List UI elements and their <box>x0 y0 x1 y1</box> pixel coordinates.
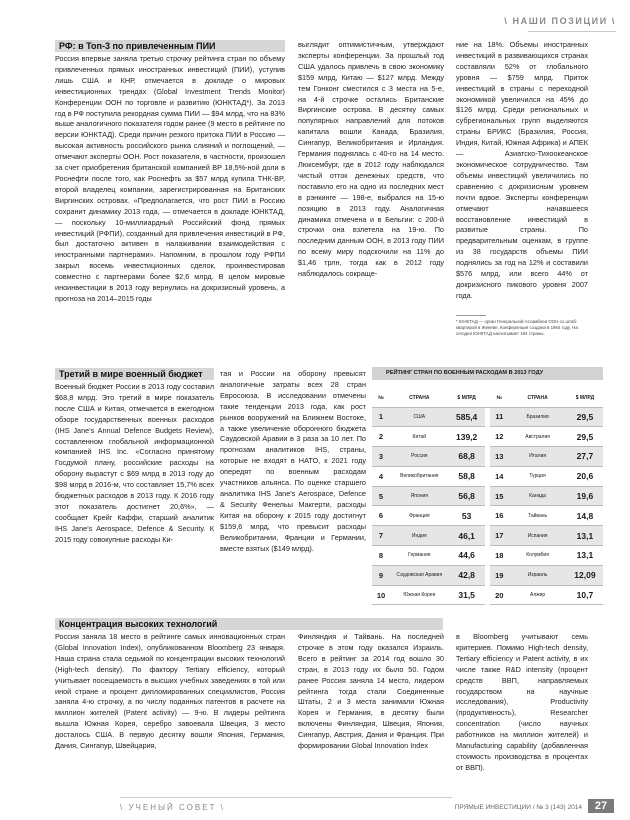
row-value-left: 585,4 <box>449 407 485 427</box>
row-country-right: Израиль <box>508 565 567 585</box>
row-country-right: Алжир <box>508 585 567 605</box>
row-rank-left: 9 <box>372 565 390 585</box>
row-value-right: 20,6 <box>567 466 603 486</box>
row-rank-left: 6 <box>372 506 390 526</box>
row-country-right: Италия <box>508 447 567 467</box>
row-country-left: США <box>390 407 449 427</box>
table-header-row <box>372 389 603 407</box>
table-row <box>372 565 603 585</box>
row-rank-left: 5 <box>372 486 390 506</box>
row-value-right: 29,5 <box>567 427 603 447</box>
row-country-left: Саудовская Аравия <box>390 565 449 585</box>
row-rank-right: 15 <box>490 486 508 506</box>
row-rank-right: 14 <box>490 466 508 486</box>
row-country-left: Германия <box>390 546 449 566</box>
row-country-right: Испания <box>508 526 567 546</box>
row-rank-right: 20 <box>490 585 508 605</box>
row-country-right: Колумбия <box>508 546 567 566</box>
row-value-right: 19,6 <box>567 486 603 506</box>
row-rank-right: 12 <box>490 427 508 447</box>
row-rank-right: 11 <box>490 407 508 427</box>
row-rank-left: 3 <box>372 447 390 467</box>
row-country-left: Япония <box>390 486 449 506</box>
row-rank-left: 7 <box>372 526 390 546</box>
section3-col3 <box>456 632 588 774</box>
section2-title: Третий в мире военный бюджет <box>55 368 214 380</box>
table-row <box>372 447 603 467</box>
footnote-rule <box>456 315 486 316</box>
header-rule <box>528 31 616 32</box>
row-value-right: 13,1 <box>567 546 603 566</box>
table-row <box>372 427 603 447</box>
header-country-right: СТРАНА <box>508 389 567 407</box>
row-value-left: 58,8 <box>449 466 485 486</box>
row-value-right: 14,8 <box>567 506 603 526</box>
header-value-left: $ МЛРД <box>449 389 485 407</box>
row-country-left: Франция <box>390 506 449 526</box>
header-num-left: № <box>372 389 390 407</box>
section1-col2 <box>298 40 444 280</box>
section2-col2 <box>220 369 366 554</box>
row-value-left: 44,6 <box>449 546 485 566</box>
row-country-right: Бразилия <box>508 407 567 427</box>
row-rank-right: 17 <box>490 526 508 546</box>
section1-col3 <box>456 40 588 302</box>
row-value-right: 13,1 <box>567 526 603 546</box>
row-rank-left: 10 <box>372 585 390 605</box>
row-country-right: Австралия <box>508 427 567 447</box>
section2-col2-text: тая и России на оборону превысят аналогичные затраты всех 28 стран Евросоюза. В исследовании отмечены такие тенденции 2013 года, как рост рынков вооружений на Ближнем Востоке, а также увеличение оборонного бюджета Саудовской Аравии в 3 раза за 10 лет. По прогнозам аналитиков IHS, страны, которые не входят в НАТО, к 2021 году опередят по военным расходам участников альянса. По оценке старшего аналитика IHS Jane's Aerospace, Defence & Security Фенельы Макгерти, расходы Китая на оборону к 2015 году достигнут $159,6 млрд, что превысит расходы Великобритании, Франции и Германии, вместе взятых ($149 млрд). <box>220 369 366 553</box>
page-number: 27 <box>588 799 614 813</box>
row-value-left: 56,8 <box>449 486 485 506</box>
table-row <box>372 466 603 486</box>
row-value-left: 68,8 <box>449 447 485 467</box>
row-value-left: 31,5 <box>449 585 485 605</box>
row-rank-right: 18 <box>490 546 508 566</box>
section3-title: Концентрация высоких технологий <box>55 618 443 630</box>
header-value-right: $ МЛРД <box>567 389 603 407</box>
row-value-left: 53 <box>449 506 485 526</box>
row-rank-left: 8 <box>372 546 390 566</box>
table-row <box>372 506 603 526</box>
section1-col1-text: Россия впервые заняла третью строчку рейтинга стран по объему привлеченных прямых иностранных инвестиций (ПИИ), уступив лишь США и КНР, отмечается в докладе о мировых инвестиционных трендах (Global Investment Trends Monitor) Конференции ООН по торговле и развитию (ЮНКТАД*). За 2013 год в РФ поступила рекордная сумма ПИИ — $94 млрд, что на 83% выше аналогичного показателя годом ранее (9 место в рейтинге по версии ЮНКТАД). Среди причин резкого притока ПИИ в Россию — высокая активность российского рынка слияний и поглощений, — отмечают эксперты ООН. Рост показателя, в частности, произошел за счет приобретения британской компанией BP 18,5%-ной доли в Роснефти после того, как Роснефть за $57 млрд купила ТНК-BP, второй владелец компании, зарегистрированная на Британских Виргинских островах. «Предполагается, что рост ПИИ в Россию сохранит динамику 2013 года, — отмечается в докладе ЮНКТАД, — поскольку 10-миллиардный Российский фонд прямых инвестиций (РФПИ), созданный для привлечения инвестиций в РФ, был достаточно активен в налаживании взаимодействия с иностранными партнерами». Напомним, в прошлом году РФПИ закрыл восемь инвестиционных сделок, проинвестировав совместно с партнерами более $2,6 млрд. В целом мировые иноинвестиции в 2013 году вернулись на докризисный уровень, а прогноза на 2014–2015 годы <box>55 54 285 303</box>
section-header: \ НАШИ ПОЗИЦИИ \ <box>504 16 616 26</box>
table-title: РЕЙТИНГ СТРАН ПО ВОЕННЫМ РАСХОДАМ В 2013 ГОДУ <box>372 367 603 380</box>
table-row <box>372 526 603 546</box>
row-country-right: Канада <box>508 486 567 506</box>
military-spending-table <box>372 389 603 605</box>
section3-col1 <box>55 632 285 752</box>
section1-col2-text: выглядит оптимистичным, утверждают эксперты конференции. За прошлый год США удалось привлечь в свою экономику $159 млрд, Китаю — $127 млрд. Между тем Гонконг сместился с 3 места на 5-е, на 4-й строчке остались Британские Виргинские острова. В десятку самых популярных направлений для потоков капитала вошли Канада, Бразилия, Сингапур, Великобритания и Ирландия. Германия поднялась с 40-го на 14 место. Люксембург, где в 2012 году наблюдался чистый отток денежных средств, что поставило его на одно из последних мест в рэнкинге — 198-е, выбрался на 15-ю позицию в 2013 году. Аналогичная динамика отмечена и в Бельгии: с 200-й строчки она взлетела на 19-ю. По последним данным ООН, в 2013 году ПИИ по всему миру подскочили на 11% до $1,46 трлн, тогда как в 2012 году наблюдалось сокраще- <box>298 40 444 279</box>
row-value-right: 27,7 <box>567 447 603 467</box>
row-country-left: Россия <box>390 447 449 467</box>
row-rank-left: 4 <box>372 466 390 486</box>
row-rank-right: 13 <box>490 447 508 467</box>
row-country-left: Индия <box>390 526 449 546</box>
section1-col3-text: ние на 18%. Объемы иностранных инвестиций в развивающихся странах составляли 52% от глобального уровня — $759 млрд. Приток инвестиций в страны с переходной экономикой увеличился на 45% до $126 млрд. Среди региональных и субрегиональных групп выделяются страны БРИКС (Бразилия, Россия, Индия, Китай, Южная Африка) и АПЕК — Азиатско-Тихоокеанское экономическое сотрудничество. Там объемы инвестиций увеличились по сравнению с докризисным уровнем почти вдвое. Эксперты конференции отмечают начавшееся восстановление инвестиций в развитые страны. По предварительным оценкам, в группе из 38 государств объемы ПИИ поднялись за год на 12% и составили $576 млрд, или всего 44% от докризисного пикового уровня 2007 года. <box>456 40 588 300</box>
row-rank-right: 19 <box>490 565 508 585</box>
section2-col1 <box>55 382 214 546</box>
row-value-right: 12,09 <box>567 565 603 585</box>
row-country-left: Китай <box>390 427 449 447</box>
footnote: * ЮНКТАД — орган Генеральной Ассамблеи ООН со штаб-квартирой в Женеве. Конференция создана в 1964 году. На сегодня ЮНКТАД насчитывает 194 страны. <box>456 319 578 336</box>
footer-section: \ УЧЕНЫЙ СОВЕТ \ <box>120 803 225 812</box>
row-value-right: 10,7 <box>567 585 603 605</box>
footer-magazine: ПРЯМЫЕ ИНВЕСТИЦИИ / № 3 (143) 2014 <box>454 804 582 811</box>
section1-title: РФ: в Топ-3 по привлеченным ПИИ <box>55 40 285 52</box>
table-row <box>372 486 603 506</box>
footer-rule <box>120 797 452 798</box>
row-country-right: Тайвань <box>508 506 567 526</box>
row-value-right: 29,5 <box>567 407 603 427</box>
header-country-left: СТРАНА <box>390 389 449 407</box>
row-rank-right: 16 <box>490 506 508 526</box>
table-row <box>372 546 603 566</box>
row-rank-left: 1 <box>372 407 390 427</box>
row-rank-left: 2 <box>372 427 390 447</box>
row-value-left: 42,8 <box>449 565 485 585</box>
section3-col2 <box>298 632 444 752</box>
row-country-left: Южная Корея <box>390 585 449 605</box>
section2-col1-text: Военный бюджет России в 2013 году составил $68,8 млрд. Это третий в мире показатель после США и Китая, отмечается в ежегодном обзоре государственных военных расходов (IHS Jane's Annual Defence Budgets Review), составленном глобальной информационной компанией IHS Inc. «Согласно принятому Госдумой плану, российские расходы на оборону вырастут с $69 млрд в 2013 году до $98 млрд в 2016-м, что составляет 15,7% всех бюджетных расходов в 2013 году. К 2016 году этот показатель достигнет 20,6%», — сообщает Крейг Каффи, старший аналитик IHS Jane's Aerospace, Defence & Security. К 2015 году совокупные расходы Ки- <box>55 382 214 544</box>
header-num-right: № <box>490 389 508 407</box>
section3-col3-text: в Bloomberg учитывают семь критериев. Помимо High-tech density, Tertiary efficiency и Patent activity, в их числе также R&D intensity (процент средств ВВП, направляемых государством на научные исследования), Productivity (продуктивность), Researcher concentration (число научных работников на миллион жителей) и Manufacturing capability (добавленная стоимость производства в процентах от ВВП). <box>456 632 588 772</box>
row-value-left: 139,2 <box>449 427 485 447</box>
section3-col1-text: Россия заняла 18 место в рейтинге самых инновационных стран (Global Innovation Index), опубликованном Bloomberg 23 января. Наша страна стала седьмой по концентрации высоких технологий (High-tech density). По фактору Tertiary efficiency, который учитывает посещаемость в высших учебных заведениях в той или иной стране и процент дипломированных специалистов, Россия заняла 4-ю строчку, а по числу поданных патентов в расчете на миллион жителей (Patent activity) — 9-ю. В лидеры рейтинга вышла Южная Корея, серебро завоевала Швеция, 3 место досталось США. В первую десятку вошли Япония, Германия, Дания, Сингапур, Швейцария, <box>55 632 285 751</box>
section3-col2-text: Финляндия и Тайвань. На последней строчке в этом году оказался Израиль. Всего в рейтинг за 2014 год вошло 30 стран, в 2013 году их было 50. Годом ранее Россия заняла 14 место, лидером рейтинга тогда стали Соединенные Штаты, 2 и 3 места занимали Южная Корея и Германия, в десятку были включены Финляндия, Швеция, Япония, Сингапур, Австрия, Дания и Франция. При формировании Global Innovation Index <box>298 632 444 751</box>
row-country-right: Турция <box>508 466 567 486</box>
row-country-left: Великобритания <box>390 466 449 486</box>
row-value-left: 46,1 <box>449 526 485 546</box>
table-row <box>372 407 603 427</box>
table-row <box>372 585 603 605</box>
section1-col1 <box>55 54 285 305</box>
